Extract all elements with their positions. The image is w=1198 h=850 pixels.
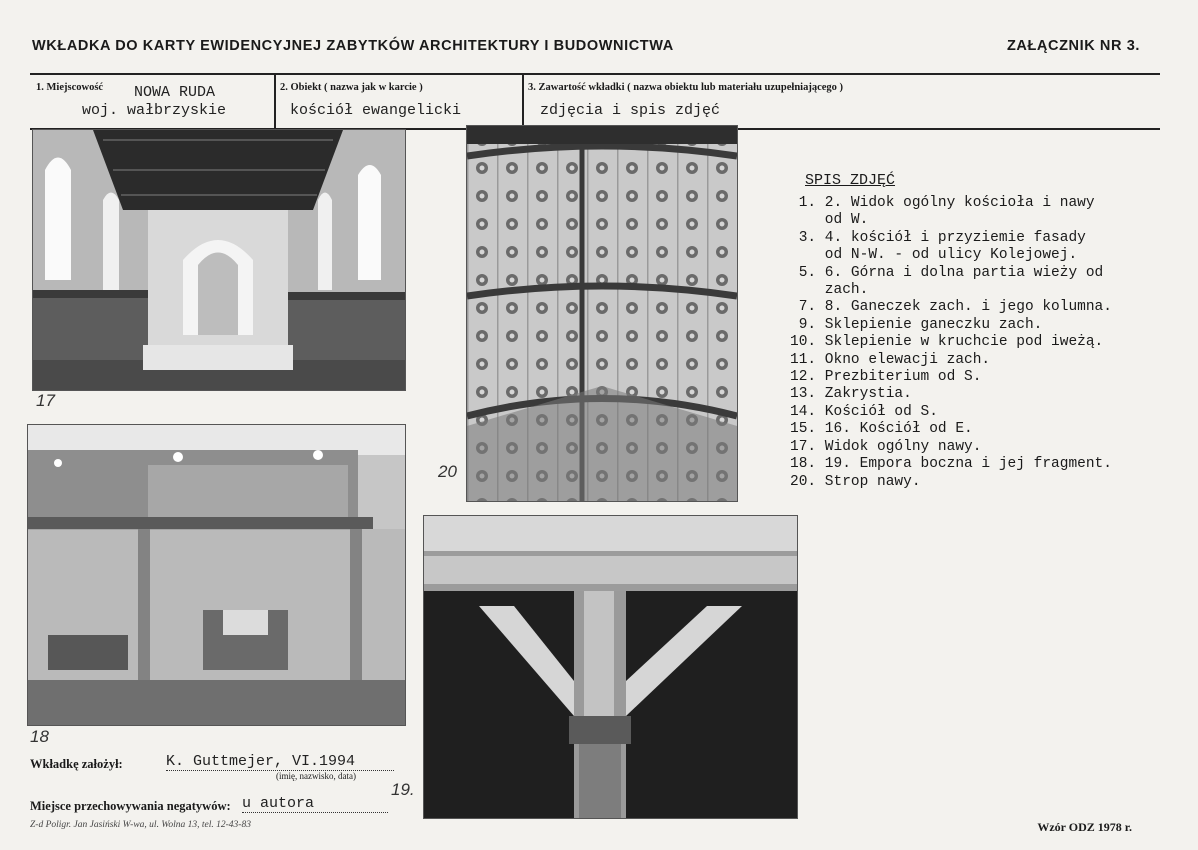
content-value: zdjęcia i spis zdjęć <box>540 102 721 119</box>
list-item: od N-W. - od ulicy Kolejowej. <box>790 247 1078 264</box>
form-template-id: Wzór ODZ 1978 r. <box>1037 820 1132 834</box>
author-label: Wkładkę założył: <box>30 757 123 771</box>
photo-list-title: SPIS ZDJĘĆ <box>805 172 896 189</box>
photo-number-20: 20 <box>438 462 457 481</box>
list-item: zach. <box>790 282 869 299</box>
list-item: 17. Widok ogólny nawy. <box>790 438 982 455</box>
object-label: 2. Obiekt ( nazwa jak w karcie ) <box>280 82 423 93</box>
list-item: 5. 6. Górna i dolna partia wieży od <box>790 264 1104 281</box>
author-field <box>166 752 394 771</box>
photo-list <box>790 172 1180 491</box>
list-item: 3. 4. kościół i przyziemie fasady <box>790 229 1086 246</box>
list-item: 20. Strop nawy. <box>790 473 921 490</box>
photo-18-side-gallery <box>28 425 405 725</box>
header-rule-top <box>30 73 1160 75</box>
list-item: 10. Sklepienie w kruchcie pod iweżą. <box>790 334 1104 351</box>
content-label: 3. Zawartość wkładki ( nazwa obiektu lub materiału uzupełniającego ) <box>528 82 844 93</box>
negatives-label: Miejsce przechowywania negatywów: <box>30 799 231 813</box>
voivodeship-value: woj. wałbrzyskie <box>82 102 227 119</box>
photo-17-nave-interior <box>33 130 405 390</box>
object-value: kościół ewangelicki <box>290 102 462 119</box>
photo-number-19: 19. <box>391 780 415 799</box>
list-item: 18. 19. Empora boczna i jej fragment. <box>790 456 1112 473</box>
list-item: 1. 2. Widok ogólny kościoła i nawy <box>790 195 1095 211</box>
annex-number: ZAŁĄCZNIK NR 3. <box>1006 38 1140 54</box>
list-item: 12. Prezbiterium od S. <box>790 369 982 386</box>
photo-20-nave-ceiling <box>467 126 737 501</box>
list-item: 13. Zakrystia. <box>790 386 912 403</box>
photo-number-17: 17 <box>36 391 55 410</box>
field-divider-2 <box>522 73 524 129</box>
list-item: 14. Kościół od S. <box>790 403 938 420</box>
photo-19-gallery-fragment <box>424 516 797 818</box>
photo-number-18: 18 <box>30 727 49 746</box>
list-item: 7. 8. Ganeczek zach. i jego kolumna. <box>790 299 1112 316</box>
author-hint: (imię, nazwisko, data) <box>276 771 356 781</box>
author-value: K. Guttmejer, VI.1994 <box>166 753 356 770</box>
list-item: od W. <box>790 212 869 229</box>
form-title: WKŁADKA DO KARTY EWIDENCYJNEJ ZABYTKÓW ARCHITEKTURY I BUDOWNICTWA <box>32 38 674 54</box>
place-label: 1. Miejscowość <box>36 82 104 93</box>
place-value: NOWA RUDA <box>134 84 216 101</box>
field-divider-1 <box>274 73 276 129</box>
printer-imprint: Z-d Poligr. Jan Jasiński W-wa, ul. Wolna 13, tel. 12-43-83 <box>30 820 251 830</box>
negatives-value: u autora <box>242 795 315 812</box>
negatives-field <box>242 794 388 813</box>
list-item: 11. Okno elewacji zach. <box>790 351 991 368</box>
list-item: 15. 16. Kościół od E. <box>790 421 973 438</box>
list-item: 9. Sklepienie ganeczku zach. <box>790 316 1043 333</box>
